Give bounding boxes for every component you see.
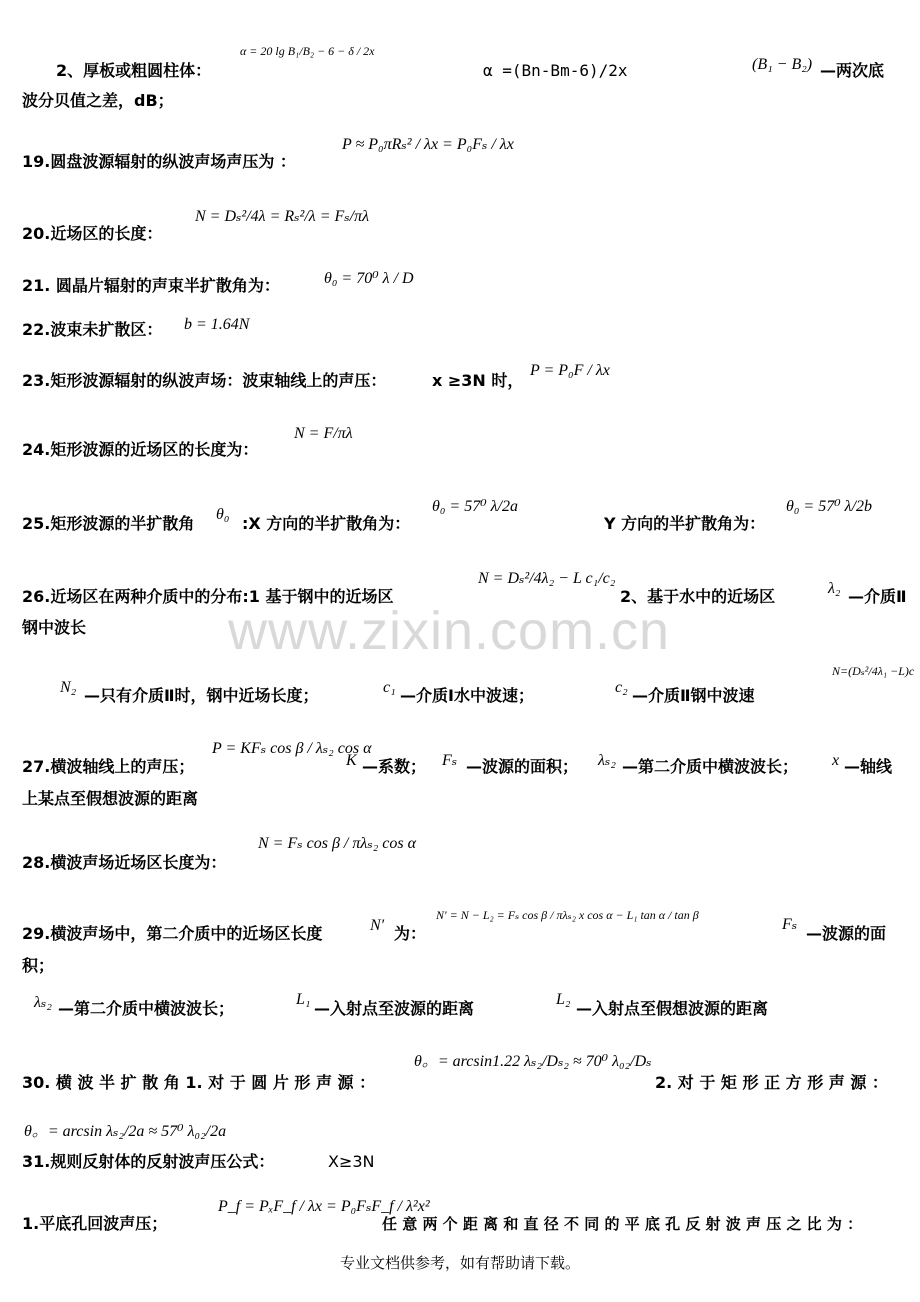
text-31: 31.规则反射体的反射波声压公式： xyxy=(22,1152,275,1171)
text-29: 29.横波声场中，第二介质中的近场区长度 xyxy=(22,924,323,943)
formula-25-y: θ₀ = 57⁰ λ/2b xyxy=(786,498,873,515)
text-31-cond: X≥3N xyxy=(328,1152,375,1171)
formula-c1: c₁ xyxy=(383,679,396,696)
formula-27: P = KFₛ cos β / λₛ₂ cos α xyxy=(212,740,372,757)
formula-19: P ≈ P₀πRₛ² / λx = P₀Fₛ / λx xyxy=(342,136,514,153)
formula-attenuation: α = 20 lg B₁/B₂ − 6 − δ / 2x xyxy=(240,44,375,58)
formula-25-theta: θ₀ xyxy=(216,506,230,523)
text-20: 20.近场区的长度： xyxy=(22,224,163,243)
formula-26: N = Dₛ²/4λ₂ − L c₁/c₂ xyxy=(478,570,616,587)
formula-24: N = F/πλ xyxy=(294,425,353,442)
text-n2-desc: —只有介质Ⅱ时，钢中近场长度； xyxy=(84,686,319,705)
formula-29-fs: Fₛ xyxy=(782,916,798,933)
text-29-fs: —波源的面 xyxy=(806,924,887,943)
text-29-l2: —入射点至假想波源的距离 xyxy=(576,999,769,1018)
formula-30-circle: θ。= arcsin1.22 λₛ₂/Dₛ₂ ≈ 70⁰ λ₀₂/Dₛ xyxy=(414,1053,652,1070)
text-l1-desc: —两次底 xyxy=(820,61,885,80)
text-29-after: 为： xyxy=(394,924,427,943)
text-31b: 1.平底孔回波声压； xyxy=(22,1214,168,1233)
text-26-desc: —介质Ⅱ xyxy=(848,587,907,606)
text-l1-label: 2、厚板或粗圆柱体： xyxy=(56,61,212,80)
text-29-ls2: —第二介质中横波波长； xyxy=(58,999,235,1018)
text-25-y: Y 方向的半扩散角为： xyxy=(604,514,766,533)
text-26-b: 2、基于水中的近场区 xyxy=(620,587,776,606)
text-30: 30. 横 波 半 扩 散 角 1. 对 于 圆 片 形 声 源 ： xyxy=(22,1073,376,1092)
formula-27-x: x xyxy=(832,752,840,769)
text-23: 23.矩形波源辐射的纵波声场：波束轴线上的声压： xyxy=(22,371,387,390)
text-c1-desc: —介质Ⅰ水中波速； xyxy=(400,686,534,705)
formula-b1-b2: (B₁ − B₂) xyxy=(752,56,813,73)
text-30-b: 2. 对 于 矩 形 正 方 形 声 源 ： xyxy=(655,1073,888,1092)
text-28: 28.横波声场近场区长度为： xyxy=(22,853,227,872)
text-27-cont: 上某点至假想波源的距离 xyxy=(22,789,199,808)
formula-22: b = 1.64N xyxy=(184,316,250,333)
formula-27-fs: Fₛ xyxy=(442,752,458,769)
formula-30-rect: θ。= arcsin λₛ₂/2a ≈ 57⁰ λ₀₂/2a xyxy=(24,1123,227,1140)
formula-28: N = Fₛ cos β / πλₛ₂ cos α xyxy=(258,835,416,852)
formula-c2: c₂ xyxy=(615,679,628,696)
formula-29-ls2: λₛ₂ xyxy=(34,994,52,1011)
text-29-l1: —入射点至波源的距离 xyxy=(314,999,475,1018)
formula-29-nprime: N′ xyxy=(370,917,385,934)
formula-29-l1: L₁ xyxy=(296,991,311,1008)
text-31b-desc: 任 意 两 个 距 离 和 直 径 不 同 的 平 底 孔 反 射 波 声 压 之 比 为 ： xyxy=(382,1215,863,1233)
formula-31b: P_f = PₓF_f / λx = P₀FₛF_f / λ²x² xyxy=(218,1198,430,1215)
formula-29-l2: L₂ xyxy=(556,991,571,1008)
formula-26-lambda: λ₂ xyxy=(828,580,841,597)
formula-26-right: N=(Dₛ²/4λ₁ −L)c xyxy=(832,664,915,678)
formula-n2: N₂ xyxy=(60,679,77,696)
formula-25-x: θ₀ = 57⁰ λ/2a xyxy=(432,498,519,515)
text-22: 22.波束未扩散区： xyxy=(22,320,163,339)
text-25: 25.矩形波源的半扩散角 xyxy=(22,514,195,533)
text-29-cont: 积； xyxy=(22,956,55,975)
watermark: www.zixin.com.cn xyxy=(228,601,671,661)
text-26-cont: 钢中波长 xyxy=(22,618,87,637)
text-27-fs: —波源的面积； xyxy=(466,757,579,776)
text-19: 19.圆盘波源辐射的纵波声场声压为 ： xyxy=(22,152,296,171)
text-c2-desc: —介质Ⅱ钢中波速 xyxy=(632,686,755,705)
text-24: 24.矩形波源的近场区的长度为： xyxy=(22,440,259,459)
formula-29: N′ = N − L₂ = Fₛ cos β / πλₛ₂ x cos α − L₁ tan α / tan β xyxy=(436,908,699,922)
text-26: 26.近场区在两种介质中的分布:1 基于钢中的近场区 xyxy=(22,587,394,606)
text-l1-plain: α =(Bn-Bm-6)/2x xyxy=(483,61,628,80)
formula-21: θ₀ = 70⁰ λ / D xyxy=(324,270,414,287)
text-27: 27.横波轴线上的声压； xyxy=(22,757,195,776)
text-27-ls2: —第二介质中横波波长； xyxy=(622,757,799,776)
text-l2-desc: 波分贝值之差，dB； xyxy=(22,91,174,110)
text-23-cond: x ≥3N 时， xyxy=(432,371,524,390)
text-21: 21. 圆晶片辐射的声束半扩散角为： xyxy=(22,276,280,295)
footer: 专业文档供参考，如有帮助请下载。 xyxy=(339,1254,580,1272)
text-25-x: :X 方向的半扩散角为： xyxy=(242,514,411,533)
formula-20: N = Dₛ²/4λ = Rₛ²/λ = Fₛ/πλ xyxy=(195,208,370,225)
formula-23: P = P₀F / λx xyxy=(530,362,610,379)
formula-27-ls2: λₛ₂ xyxy=(598,752,616,769)
formula-27-k: K xyxy=(346,752,357,769)
text-27-k: —系数； xyxy=(362,757,427,776)
text-27-x: —轴线 xyxy=(844,757,893,776)
